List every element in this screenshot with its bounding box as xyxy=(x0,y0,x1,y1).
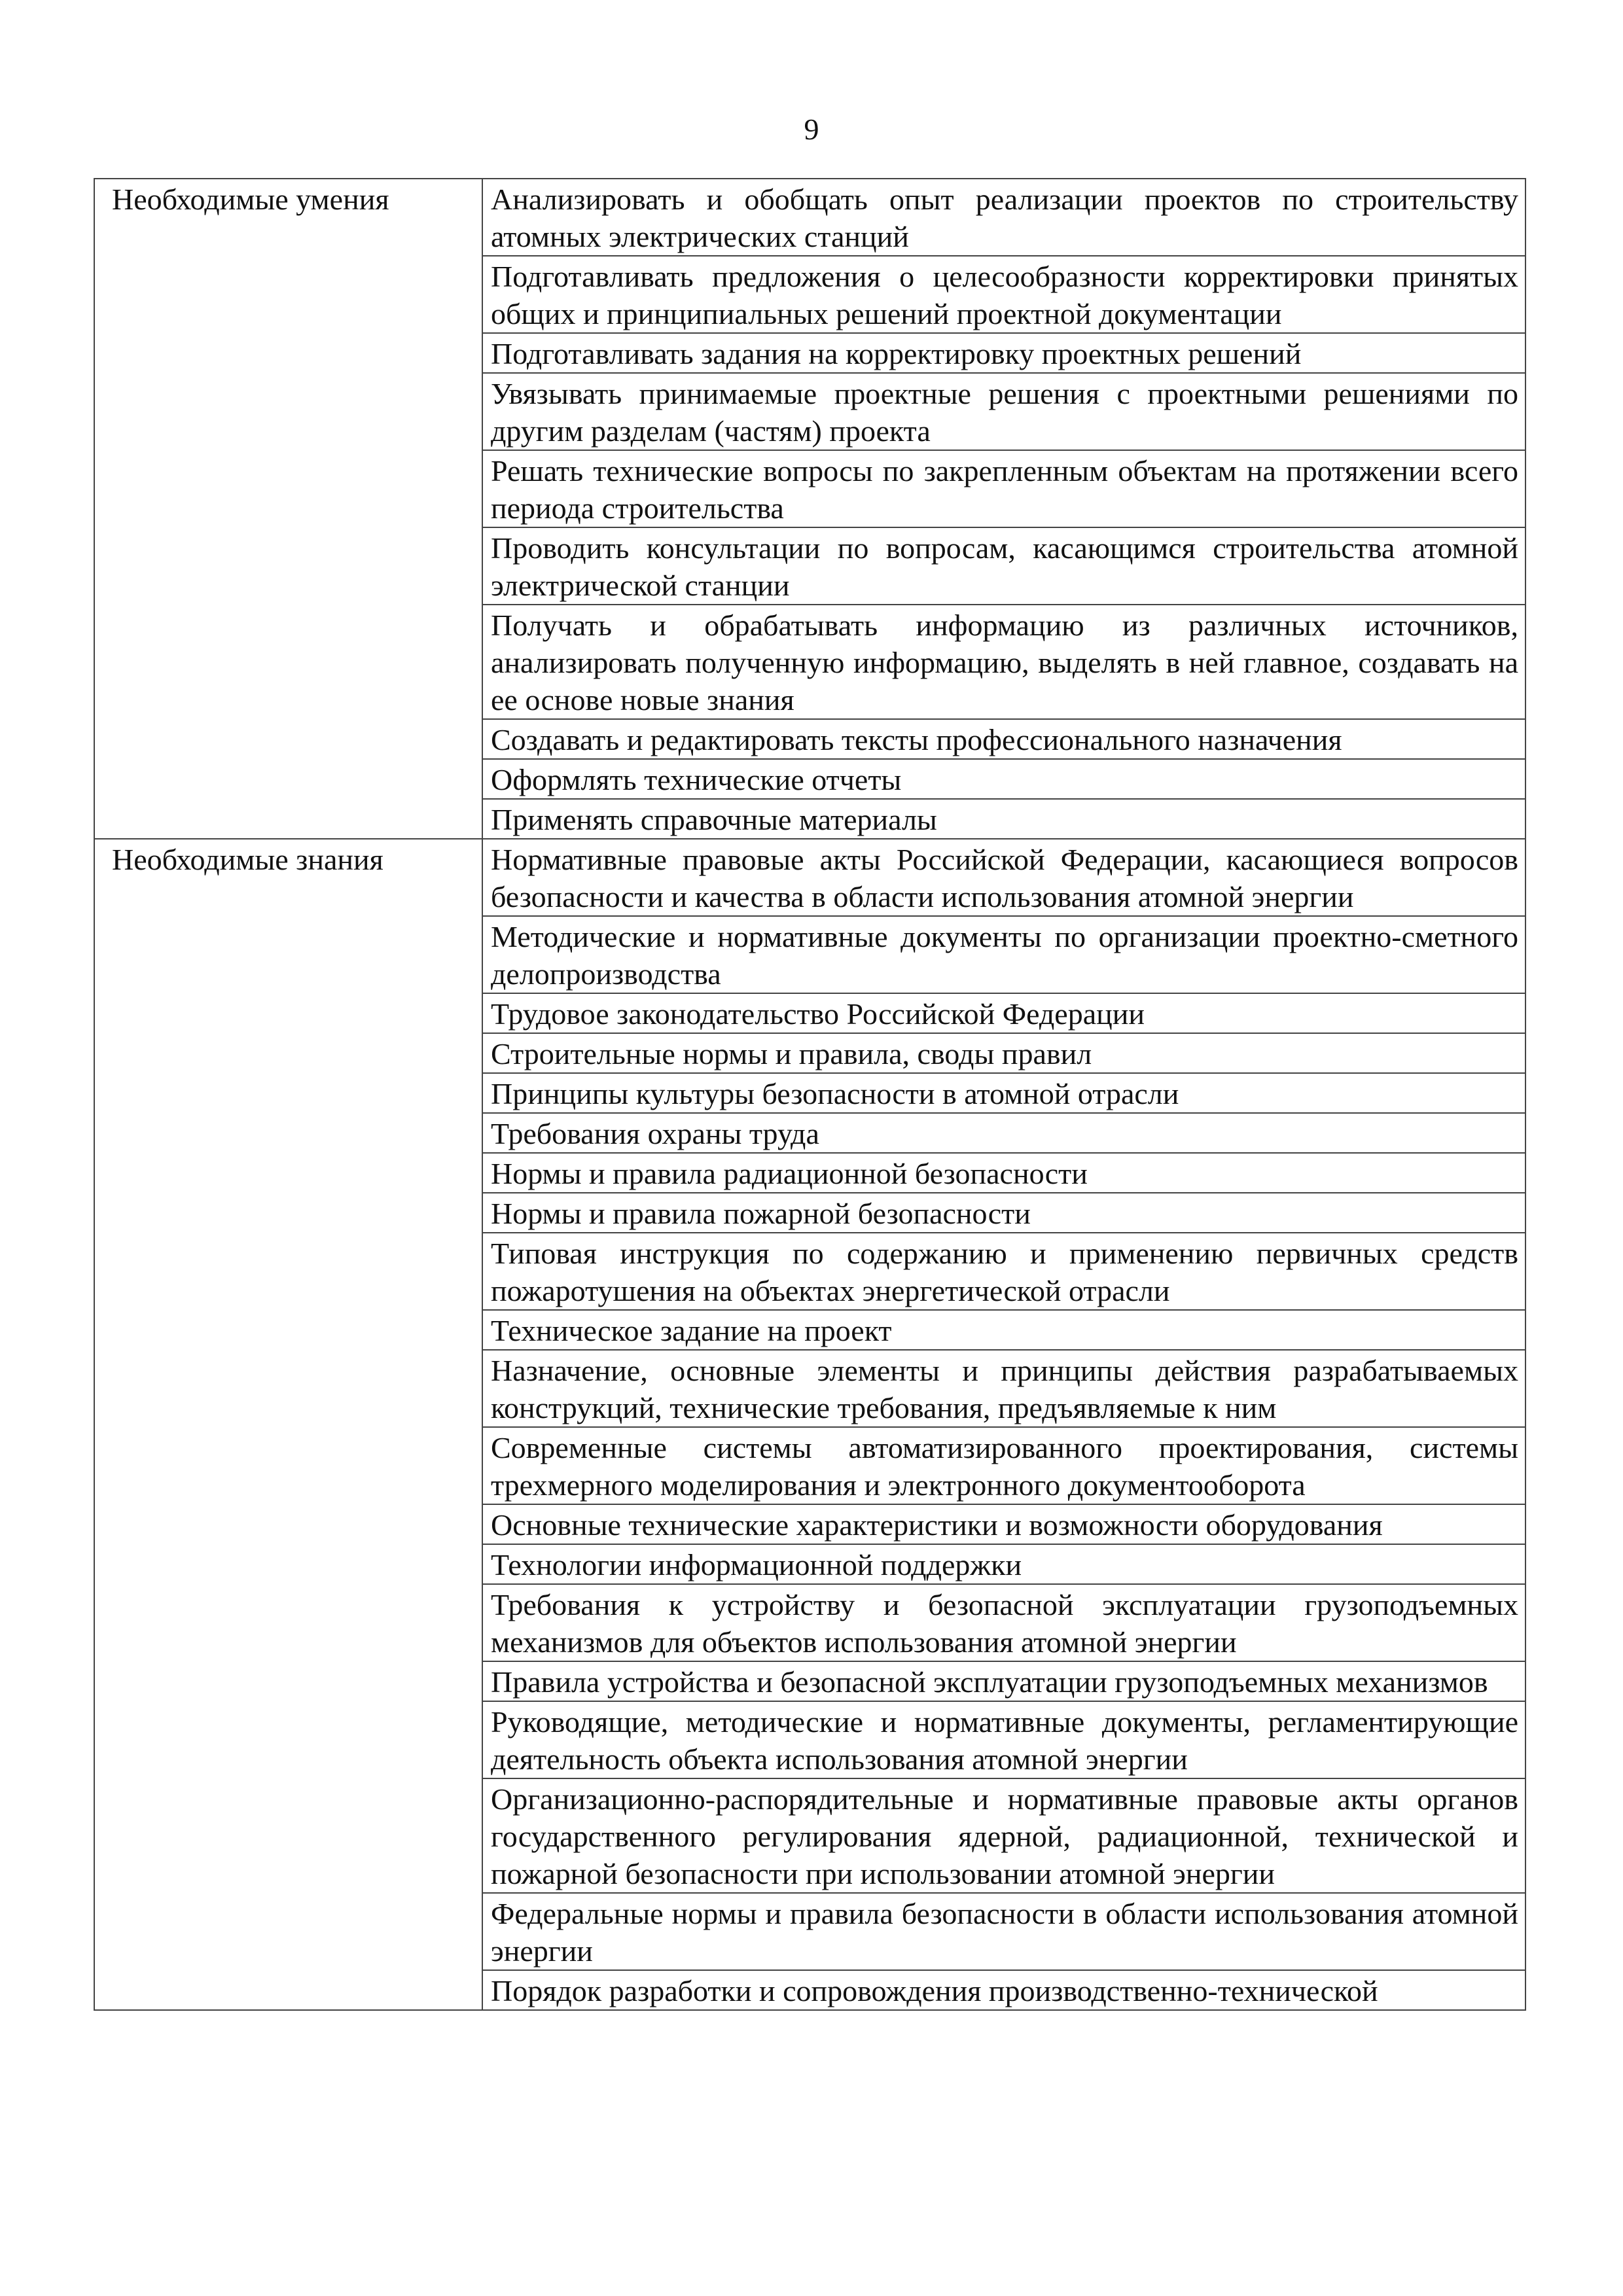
skill-item: Увязывать принимаемые проектные решения с проектными решениями по другим разделам (частям) проекта xyxy=(482,373,1525,450)
skill-item: Решать технические вопросы по закрепленным объектам на протяжении всего периода строительства xyxy=(482,450,1525,527)
knowledge-item: Методические и нормативные документы по организации проектно-сметного делопроизводства xyxy=(482,916,1525,993)
knowledge-item: Федеральные нормы и правила безопасности в области использования атомной энергии xyxy=(482,1893,1525,1970)
knowledge-item: Типовая инструкция по содержанию и применению первичных средств пожаротушения на объектах энергетической отрасли xyxy=(482,1233,1525,1310)
knowledge-item: Требования к устройству и безопасной эксплуатации грузоподъемных механизмов для объектов использования атомной энергии xyxy=(482,1584,1525,1661)
table-row xyxy=(94,839,1525,916)
section-label-knowledge: Необходимые знания xyxy=(94,839,482,2010)
knowledge-item: Трудовое законодательство Российской Федерации xyxy=(482,993,1525,1033)
knowledge-item: Требования охраны труда xyxy=(482,1113,1525,1153)
knowledge-item: Назначение, основные элементы и принципы действия разрабатываемых конструкций, технические требования, предъявляемые к ним xyxy=(482,1350,1525,1427)
section-label-skills: Необходимые умения xyxy=(94,179,482,839)
skill-item: Анализировать и обобщать опыт реализации проектов по строительству атомных электрических станций xyxy=(482,179,1525,256)
knowledge-item: Нормы и правила пожарной безопасности xyxy=(482,1193,1525,1233)
knowledge-item: Руководящие, методические и нормативные документы, регламентирующие деятельность объекта использования атомной энергии xyxy=(482,1701,1525,1778)
skill-item: Получать и обрабатывать информацию из различных источников, анализировать полученную информацию, выделять в ней главное, создавать на ее основе новые знания xyxy=(482,605,1525,719)
knowledge-item: Нормативные правовые акты Российской Федерации, касающиеся вопросов безопасности и качества в области использования атомной энергии xyxy=(482,839,1525,916)
knowledge-item: Строительные нормы и правила, своды правил xyxy=(482,1033,1525,1073)
table-row xyxy=(94,179,1525,256)
skill-item: Оформлять технические отчеты xyxy=(482,759,1525,799)
knowledge-item: Нормы и правила радиационной безопасности xyxy=(482,1153,1525,1193)
skill-item: Подготавливать задания на корректировку проектных решений xyxy=(482,333,1525,373)
knowledge-item: Принципы культуры безопасности в атомной отрасли xyxy=(482,1073,1525,1113)
skill-item: Проводить консультации по вопросам, касающимся строительства атомной электрической станции xyxy=(482,527,1525,605)
skill-item: Создавать и редактировать тексты профессионального назначения xyxy=(482,719,1525,759)
knowledge-item: Технологии информационной поддержки xyxy=(482,1544,1525,1584)
requirements-table xyxy=(94,178,1526,2011)
skill-item: Подготавливать предложения о целесообразности корректировки принятых общих и принципиальных решений проектной документации xyxy=(482,256,1525,333)
skill-item: Применять справочные материалы xyxy=(482,799,1525,839)
page-number: 9 xyxy=(804,113,819,146)
knowledge-item: Организационно-распорядительные и нормативные правовые акты органов государственного регулирования ядерной, радиационной, технической и пожарной безопасности при использовании атомной энергии xyxy=(482,1778,1525,1893)
knowledge-item: Порядок разработки и сопровождения производственно-технической xyxy=(482,1970,1525,2010)
knowledge-item: Основные технические характеристики и возможности оборудования xyxy=(482,1504,1525,1544)
knowledge-item: Правила устройства и безопасной эксплуатации грузоподъемных механизмов xyxy=(482,1661,1525,1701)
knowledge-item: Техническое задание на проект xyxy=(482,1310,1525,1350)
knowledge-item: Современные системы автоматизированного проектирования, системы трехмерного моделирования и электронного документооборота xyxy=(482,1427,1525,1504)
